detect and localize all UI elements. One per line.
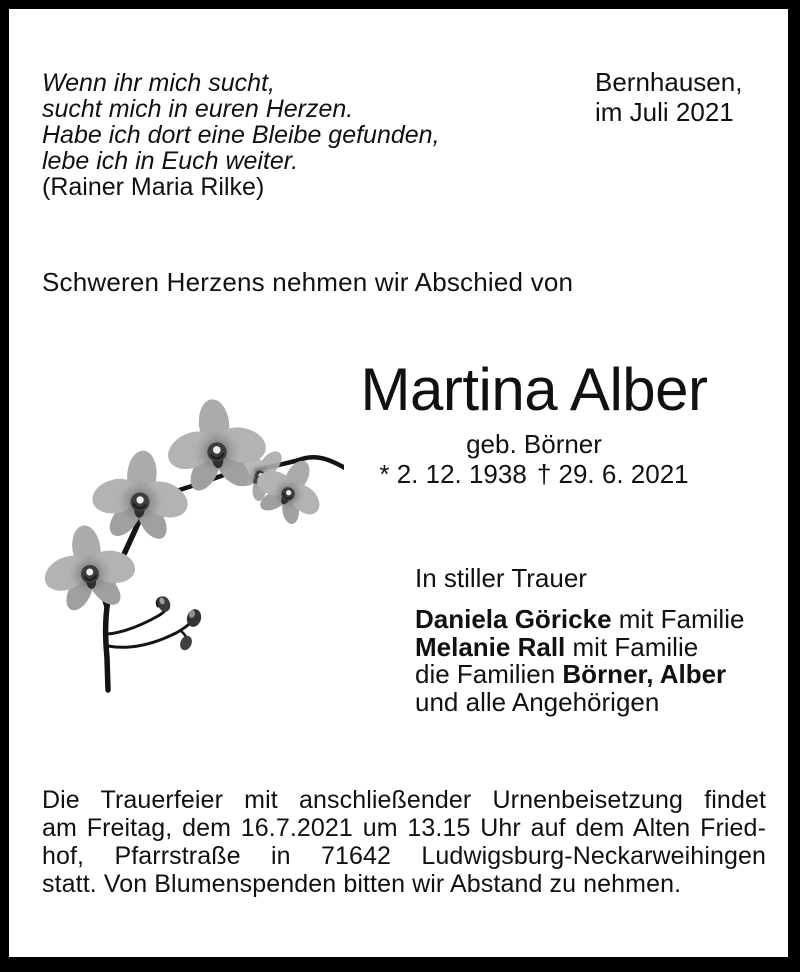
quote-line: Wenn ihr mich sucht, [42,69,275,97]
funeral-line: Die Trauerfeier mit anschließender Urnenbeisetzung findet [42,786,766,814]
quote-line: sucht mich in euren Herzen. [42,95,354,123]
obituary-sheet [9,9,788,957]
maiden-name: geb. Börner [466,429,602,459]
mourner-suffix: mit Familie [611,604,745,634]
funeral-line: statt. Von Blumenspenden bitten wir Abstand zu nehmen. [42,870,682,898]
quote-attribution: (Rainer Maria Rilke) [42,173,265,201]
intro-line: Schweren Herzens nehmen wir Abschied von [42,267,574,297]
funeral-line: am Freitag, dem 16.7.2021 um 13.15 Uhr auf dem Alten Fried- [42,814,766,842]
funeral-line: hof, Pfarrstraße in 71642 Ludwigsburg-Neckarweihingen [42,842,766,870]
mourner-line [415,606,744,634]
orchid-buds [156,594,203,652]
mourner-line [415,661,744,689]
mourner-line [415,686,744,717]
death-date: † 29. 6. 2021 [536,459,689,489]
dateline-location: Bernhausen, [595,67,743,97]
mourner-line [415,631,744,662]
mourner-name: Daniela Göricke [415,604,612,634]
orchid-photo [34,394,344,704]
quote-line: Habe ich dort eine Bleibe gefunden, [42,121,440,149]
memorial-quote [42,70,440,200]
quote-line: lebe ich in Euch weiter. [42,147,299,175]
mourner-suffix: mit Familie [565,631,699,662]
mourner-name: Börner, Alber [562,659,727,689]
funeral-notice [42,786,766,898]
dateline-date: im Juli 2021 [595,97,734,127]
orchid-flowers [34,394,338,619]
mourner-name: Melanie Rall [415,631,566,662]
mourners-list [415,606,744,716]
birth-date: * 2. 12. 1938 [379,459,527,489]
deceased-block [309,357,759,489]
mourner-prefix: die Familien [415,659,563,689]
mourner-text: und alle Angehörigen [415,686,660,717]
mourning-heading: In stiller Trauer [415,563,587,593]
deceased-name: Martina Alber [360,356,708,423]
life-dates [309,459,759,489]
dateline [595,67,742,127]
